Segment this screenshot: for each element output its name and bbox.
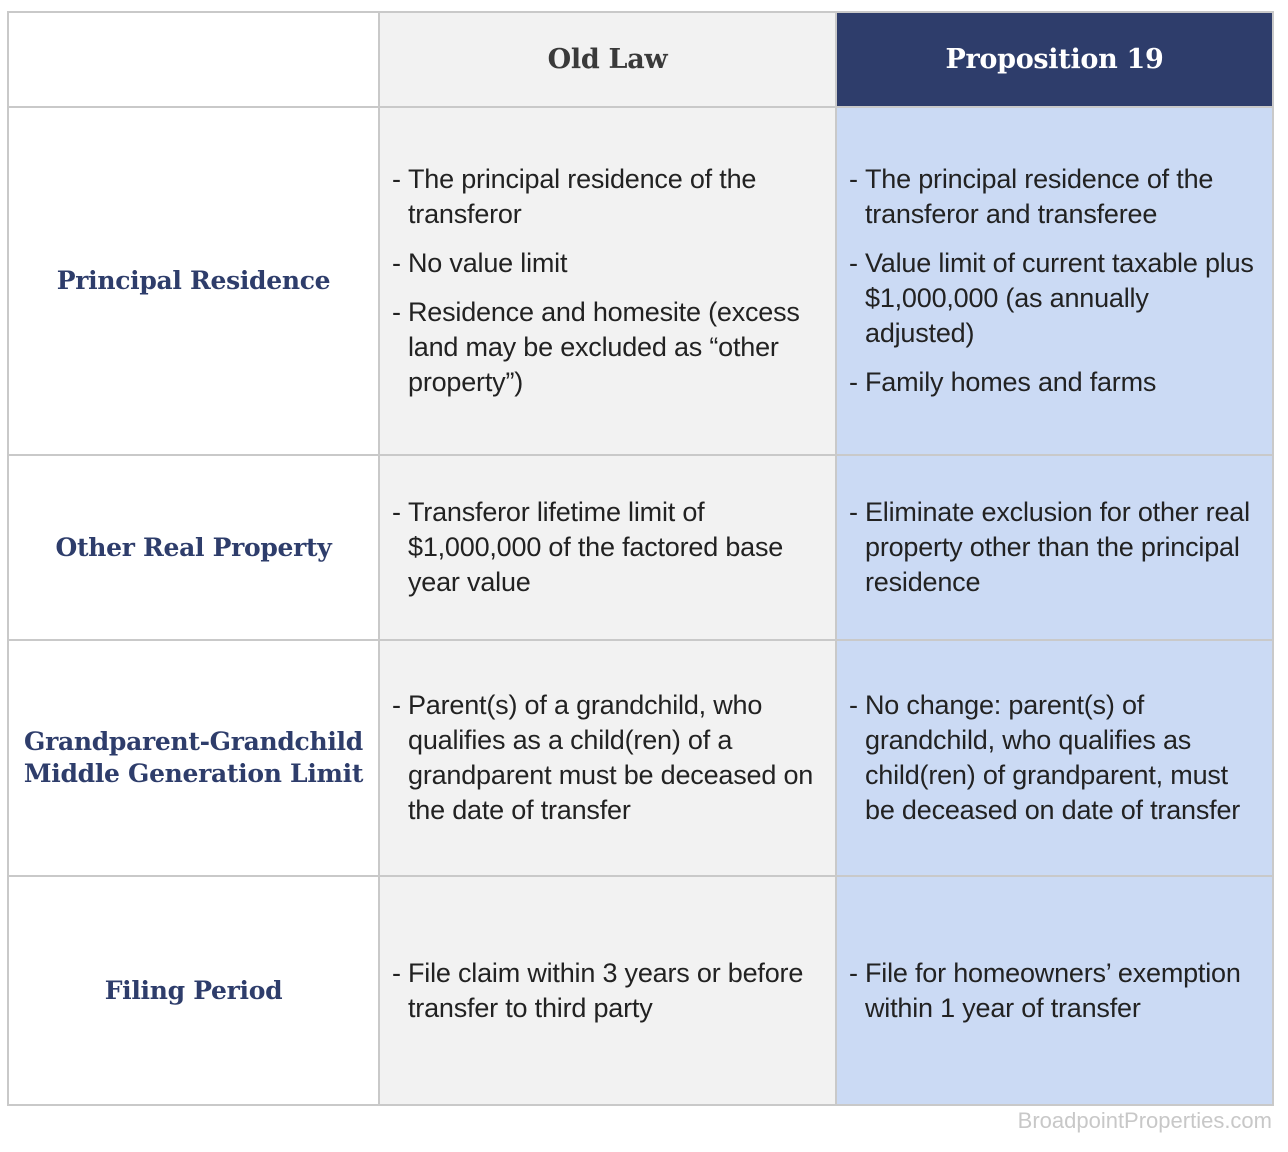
- row-label-grandparent-grandchild: [9, 641, 378, 875]
- row-label-text: Principal Residence: [56, 266, 331, 295]
- bullet-item: [849, 162, 1262, 232]
- bullet-item: [392, 495, 825, 600]
- bullet-text: The principal residence of the transferor: [408, 164, 757, 229]
- prop19-cell-principal-residence: [837, 108, 1272, 454]
- header-proposition-19-text: Proposition 19: [945, 44, 1164, 75]
- bullet-text: File claim within 3 years or before transfer to third party: [408, 957, 804, 1023]
- old-law-cell-other-real-property: [380, 456, 835, 639]
- bullet-item: [392, 162, 825, 232]
- row-label-text: Filing Period: [104, 975, 283, 1005]
- comparison-table: [7, 11, 1274, 1106]
- bullet-item: [392, 688, 825, 828]
- prop19-cell-filing-period: [837, 877, 1272, 1104]
- bullet-dash: -: [849, 957, 858, 988]
- header-old-law: [380, 13, 835, 106]
- bullet-dash: -: [849, 690, 858, 720]
- bullet-dash: -: [392, 957, 401, 988]
- row-label-other-real-property: [9, 456, 378, 639]
- row-label-text: Grandparent-Grandchild Middle Generation Limit: [23, 727, 364, 788]
- bullet-item: [849, 688, 1262, 828]
- bullet-item: [849, 956, 1262, 1026]
- bullet-item: [392, 295, 825, 400]
- bullet-text: Residence and homesite (excess land may be excluded as “other property”): [408, 297, 800, 397]
- bullet-dash: -: [392, 164, 401, 194]
- header-empty-cell: [9, 13, 378, 106]
- bullet-text: File for homeowners’ exemption within 1 year of transfer: [865, 957, 1241, 1023]
- bullet-dash: -: [392, 690, 401, 720]
- bullet-dash: -: [392, 297, 401, 327]
- bullet-item: [849, 246, 1262, 351]
- header-proposition-19: [837, 13, 1272, 106]
- bullet-text: Value limit of current taxable plus $1,000,000 (as annually adjusted): [865, 248, 1254, 348]
- old-law-cell-grandparent-grandchild: [380, 641, 835, 875]
- row-label-text: Other Real Property: [55, 532, 332, 562]
- bullet-text: Eliminate exclusion for other real property other than the principal residence: [865, 497, 1250, 597]
- bullet-dash: -: [849, 248, 858, 278]
- bullet-text: No change: parent(s) of grandchild, who qualifies as child(ren) of grandparent, must be deceased on date of transfer: [865, 690, 1241, 825]
- row-label-filing-period: [9, 877, 378, 1104]
- header-old-law-text: Old Law: [547, 44, 668, 75]
- bullet-text: Transferor lifetime limit of $1,000,000 of the factored base year value: [408, 497, 784, 597]
- prop19-cell-other-real-property: [837, 456, 1272, 639]
- bullet-text: Family homes and farms: [865, 367, 1157, 397]
- prop19-cell-grandparent-grandchild: [837, 641, 1272, 875]
- bullet-dash: -: [849, 367, 858, 397]
- row-label-principal-residence: [9, 108, 378, 454]
- bullet-item: [849, 495, 1262, 600]
- old-law-cell-principal-residence: [380, 108, 835, 454]
- bullet-text: No value limit: [408, 248, 568, 278]
- bullet-dash: -: [392, 497, 401, 527]
- bullet-text: The principal residence of the transferor and transferee: [865, 164, 1214, 229]
- bullet-dash: -: [849, 164, 858, 194]
- watermark: BroadpointProperties.com: [1017, 1108, 1272, 1133]
- old-law-cell-filing-period: [380, 877, 835, 1104]
- bullet-text: Parent(s) of a grandchild, who qualifies as a child(ren) of a grandparent must be deceased on the date of transfer: [408, 690, 814, 825]
- bullet-item: [392, 956, 825, 1026]
- bullet-item: [849, 365, 1262, 400]
- bullet-dash: -: [392, 248, 401, 278]
- bullet-item: [392, 246, 825, 281]
- bullet-dash: -: [849, 497, 858, 527]
